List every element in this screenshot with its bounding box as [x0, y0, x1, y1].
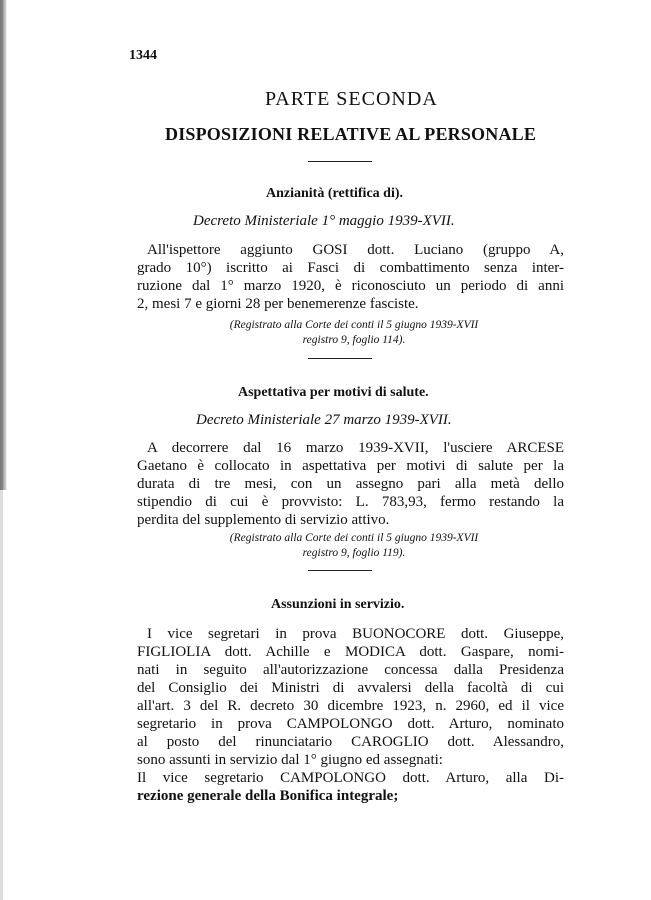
text-line: del Consiglio dei Ministri di avvalersi della facoltà di cui	[137, 680, 564, 696]
decree-line-1: Decreto Ministeriale 1° maggio 1939-XVII.	[193, 213, 455, 229]
text-line: al posto del rinunciatario CAROGLIO dott. Alessandro,	[137, 734, 564, 750]
part-title: PARTE SECONDA	[265, 88, 438, 110]
text-line: grado 10°) iscritto ai Fasci di combattimento senza inter-	[137, 260, 564, 276]
text-line: A decorrere dal 16 marzo 1939-XVII, l'usciere ARCESE	[147, 440, 564, 456]
registration-line: registro 9, foglio 114).	[302, 334, 406, 346]
decree-line-2: Decreto Ministeriale 27 marzo 1939-XVII.	[196, 412, 452, 428]
text-line: 2, mesi 7 e giorni 28 per benemerenze fasciste.	[137, 296, 419, 312]
paragraph-aspettativa	[137, 439, 564, 529]
text-line: I vice segretari in prova BUONOCORE dott. Giuseppe,	[147, 626, 564, 642]
text-line: all'art. 3 del R. decreto 30 dicembre 1923, n. 2960, ed il vice	[137, 698, 564, 714]
text-line: Il vice segretario CAMPOLONGO dott. Arturo, alla Di-	[137, 770, 564, 786]
registration-line: registro 9, foglio 119).	[302, 547, 406, 559]
paragraph-anzianita	[137, 241, 564, 313]
registration-line: (Registrato alla Corte dei conti il 5 giugno 1939-XVII	[229, 532, 479, 544]
paragraph-assunzioni	[137, 625, 564, 805]
text-line: sono assunti in servizio dal 1° giugno ed assegnati:	[137, 752, 443, 768]
text-line: Gaetano è collocato in aspettativa per motivi di salute per la	[137, 458, 564, 474]
text-line: All'ispettore aggiunto GOSI dott. Luciano (gruppo A,	[147, 242, 564, 258]
text-line: FIGLIOLIA dott. Achille e MODICA dott. Gaspare, nomi-	[137, 644, 564, 660]
text-line: nati in seguito all'autorizzazione concessa dalla Presidenza	[137, 662, 564, 678]
registration-line: (Registrato alla Corte dei conti il 5 giugno 1939-XVII	[229, 319, 479, 331]
registration-note-2	[160, 531, 548, 561]
part-subtitle: DISPOSIZIONI RELATIVE AL PERSONALE	[165, 124, 537, 144]
text-line: perdita del supplemento di servizio attivo.	[137, 512, 390, 528]
section-heading-aspettativa: Aspettativa per motivi di salute.	[238, 385, 429, 400]
text-line: ruzione dal 1° marzo 1920, è riconosciuto un periodo di anni	[137, 278, 564, 294]
text-line: durata di tre mesi, con un assegno pari alla metà dello	[137, 476, 564, 492]
title-rule	[308, 161, 372, 162]
section-heading-anzianita: Anzianità (rettifica di).	[266, 186, 403, 201]
binding-edge	[0, 0, 7, 490]
page-number: 1344	[129, 48, 157, 63]
section-rule-1	[308, 358, 372, 359]
text-line: rezione generale della Bonifica integrale;	[137, 788, 399, 804]
registration-note-1	[160, 318, 548, 348]
section-rule-2	[308, 570, 372, 571]
text-line: segretario in prova CAMPOLONGO dott. Arturo, nominato	[137, 716, 564, 732]
section-heading-assunzioni: Assunzioni in servizio.	[271, 597, 405, 612]
text-line: stipendio di cui è provvisto: L. 783,93, fermo restando la	[137, 494, 564, 510]
